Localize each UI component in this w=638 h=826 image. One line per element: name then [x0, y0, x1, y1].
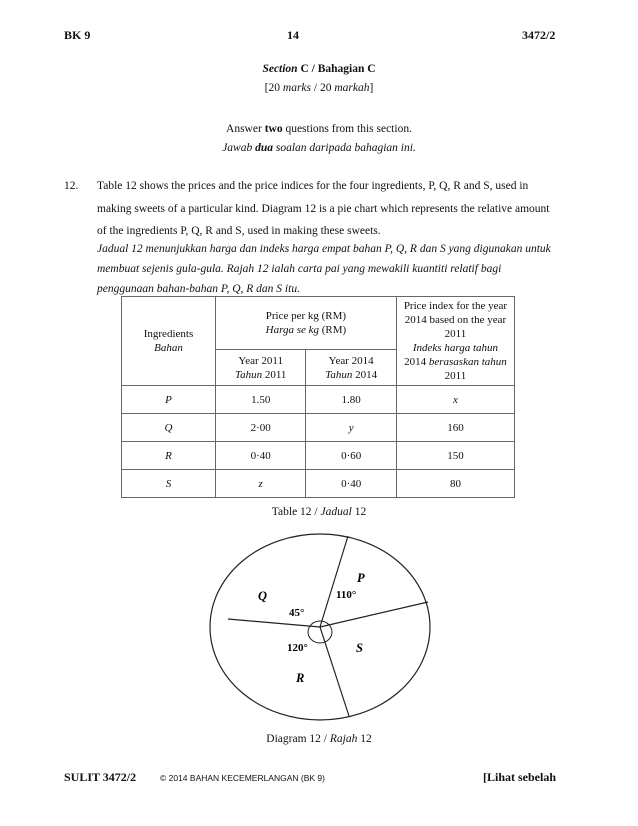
- index-en-3: 2011: [444, 328, 467, 340]
- cell-item: Q: [122, 414, 216, 442]
- index-ms-2b: berasaskan tahun: [428, 356, 507, 368]
- angle-r: 120°: [287, 642, 308, 654]
- question-line-ms-1: Jadual 12 menunjukkan harga dan indeks harga empat bahan P, Q, R dan S yang digunakan untuk: [97, 243, 551, 255]
- instr-en-pre: Answer: [226, 123, 265, 135]
- instr-en-post: questions from this section.: [282, 123, 412, 135]
- ingredients-ms: Bahan: [154, 342, 183, 354]
- marks-open: [20: [264, 82, 283, 94]
- question-number: 12.: [64, 180, 79, 192]
- cell-index: x: [396, 386, 514, 414]
- year2014-en: Year 2014: [328, 354, 374, 367]
- question-line-en-1: Table 12 shows the prices and the price indices for the four ingredients, P, Q, R and S, used in: [97, 180, 529, 192]
- pie-divider-pq: [320, 536, 348, 627]
- marks-close: ]: [369, 82, 374, 94]
- instr-ms-bold: dua: [255, 142, 273, 154]
- table-caption-ms: Jadual: [320, 506, 352, 518]
- marks-mid: / 20: [311, 82, 335, 94]
- cell-index: 80: [396, 470, 514, 498]
- angle-arc: [308, 621, 332, 643]
- index-ms-1: Indeks harga tahun: [412, 342, 498, 354]
- cell-year-2011: 2·00: [215, 414, 305, 442]
- question-line-ms-3: penggunaan bahan-bahan P, Q, R dan S itu.: [97, 283, 300, 295]
- cell-year-2011: 0·40: [215, 442, 305, 470]
- cell-year-2014: 0·60: [306, 442, 396, 470]
- year2014-ms-num: 2014: [352, 368, 378, 381]
- question-line-en-3: of the ingredients P, Q, R and S, used in making these sweets.: [97, 225, 381, 237]
- diagram-caption-en: Diagram 12 /: [266, 733, 330, 745]
- cell-index: 160: [396, 414, 514, 442]
- cell-index: 150: [396, 442, 514, 470]
- page-number: 14: [287, 28, 299, 42]
- index-ms-3: 2011: [444, 370, 467, 382]
- label-q: Q: [258, 589, 268, 603]
- year2011-ms-num: 2011: [262, 368, 287, 381]
- footer-copyright: © 2014 BAHAN KECEMERLANGAN (BK 9): [160, 773, 325, 783]
- pie-divider-rq: [228, 619, 320, 627]
- angle-q: 45°: [289, 607, 305, 619]
- question-line-ms-2: membuat sejenis gula-gula. Rajah 12 ialah carta pai yang mewakili kuantiti relatif bagi: [97, 263, 502, 275]
- pie-divider-sr: [320, 627, 349, 716]
- header-left: BK 9: [64, 28, 91, 42]
- year2014-ms: Tahun: [325, 368, 353, 381]
- marks-word-ms: markah: [334, 82, 370, 94]
- ingredients-en: Ingredients: [143, 328, 194, 340]
- price-ms-unit: (RM): [319, 324, 347, 336]
- footer-left: SULIT 3472/2: [64, 770, 137, 784]
- index-en-2: 2014 based on the year: [404, 314, 507, 326]
- instr-ms-pre: Jawab: [222, 142, 256, 154]
- cell-year-2011: 1.50: [215, 386, 305, 414]
- angle-p: 110°: [336, 589, 357, 601]
- cell-item: P: [122, 386, 216, 414]
- table-caption-num: 12: [351, 506, 367, 518]
- pie-divider-ps: [320, 602, 428, 627]
- cell-year-2014: 1.80: [306, 386, 396, 414]
- question-line-en-2: making sweets of a particular kind. Diagram 12 is a pie chart which represents the relative amount: [97, 203, 550, 215]
- marks-word: marks: [282, 82, 312, 94]
- cell-year-2011: z: [215, 470, 305, 498]
- section-title-rest: C / Bahagian C: [300, 63, 376, 75]
- cell-item: R: [122, 442, 216, 470]
- price-ms: Harga se kg: [265, 324, 319, 336]
- section-title-en: Section: [262, 63, 298, 75]
- year2011-ms: Tahun: [234, 368, 263, 381]
- label-r: R: [296, 671, 305, 685]
- diagram-caption-ms: Rajah: [329, 733, 358, 745]
- instr-ms-post: soalan daripada bahagian ini.: [273, 142, 416, 154]
- cell-year-2014: 0·40: [306, 470, 396, 498]
- instr-en-bold: two: [264, 123, 283, 135]
- cell-item: S: [122, 470, 216, 498]
- label-p: P: [357, 571, 365, 585]
- diagram-caption: [0, 733, 638, 745]
- index-ms-2a: 2014: [404, 356, 429, 368]
- header-right: 3472/2: [522, 28, 556, 42]
- footer-right: [Lihat sebelah: [483, 770, 557, 784]
- index-en-1: Price index for the year: [403, 300, 508, 312]
- price-en: Price per kg (RM): [265, 310, 347, 322]
- year2011-en: Year 2011: [238, 354, 283, 367]
- table-caption-en: Table 12 /: [271, 506, 321, 518]
- cell-year-2014: y: [306, 414, 396, 442]
- label-s: S: [356, 641, 363, 655]
- diagram-caption-num: 12: [357, 733, 372, 745]
